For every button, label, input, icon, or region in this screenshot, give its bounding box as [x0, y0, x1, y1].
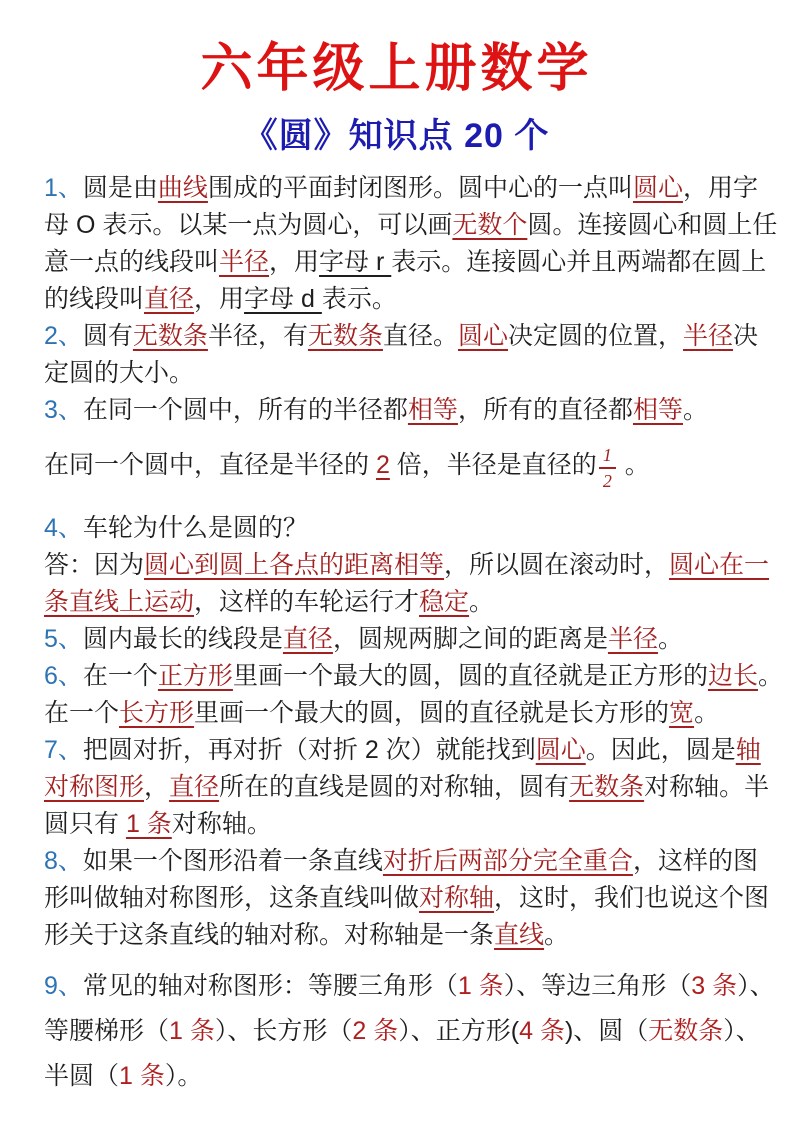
text-segment: 决定圆的位置， [508, 322, 684, 350]
text-segment: 相等 [632, 396, 683, 424]
line-13 [44, 658, 783, 695]
text-segment: 圆心 [535, 736, 586, 764]
text-segment: 字母 r [319, 248, 392, 276]
line-9 [44, 510, 765, 547]
text-segment: ，用字 [682, 174, 758, 202]
text-segment: 圆心 [632, 174, 683, 202]
text-segment: 宽 [669, 699, 695, 727]
text-segment: 1 条 [169, 1017, 215, 1045]
text-segment: ，用 [194, 285, 245, 313]
line-17 [44, 806, 765, 843]
text-segment: ）、等边三角形（ [503, 972, 692, 1000]
text-segment: 1 条 [119, 1062, 165, 1090]
text-segment: 里画一个最大的圆，圆的直径就是正方形的 [232, 662, 708, 690]
line-22 [44, 1009, 765, 1054]
text-segment: 。 [544, 921, 570, 949]
document-content [0, 156, 793, 1099]
text-segment: 条直线上运动 [44, 588, 195, 616]
text-segment: 圆。连接圆心和圆上任 [527, 211, 778, 239]
text-segment: 正方形 [157, 662, 233, 690]
text-segment: 在一个 [82, 662, 158, 690]
text-segment: 常见的轴对称图形：等腰三角形（ [82, 972, 458, 1000]
text-segment: 。 [694, 699, 720, 727]
text-segment: 边长 [707, 662, 758, 690]
item-number: 4、 [44, 514, 83, 542]
page-subtitle: 《圆》知识点 20 个 [243, 117, 550, 155]
text-segment: 半圆（ [44, 1062, 120, 1090]
text-segment: 表示。 [321, 285, 397, 313]
line-19 [44, 880, 770, 917]
fraction-one-half [599, 446, 616, 490]
line-8 [44, 446, 765, 490]
text-segment: 圆心在一 [669, 551, 770, 579]
text-segment: ）、 [737, 972, 775, 1000]
text-segment: ，圆规两脚之间的距离是 [332, 625, 608, 653]
text-segment: 相等 [407, 396, 458, 424]
page-title: 六年级上册数学 [200, 41, 593, 98]
text-segment: 1 条 [125, 810, 172, 838]
text-segment: 直径。 [382, 322, 458, 350]
text-segment: 2 条 [352, 1017, 399, 1045]
text-segment: ，这时，我们也说这个图 [494, 884, 770, 912]
text-segment: 倍，半径是直径的 [389, 451, 597, 479]
text-segment: )、圆（ [564, 1017, 649, 1045]
text-segment: 圆是由 [82, 174, 158, 202]
line-1 [44, 170, 765, 207]
text-segment: ，用 [269, 248, 320, 276]
text-segment: 所在的直线是圆的对称轴，圆有 [219, 773, 570, 801]
text-segment: 4 条 [519, 1017, 565, 1045]
text-segment: 直径 [169, 773, 220, 801]
text-segment: ）、正方形( [398, 1017, 520, 1045]
text-segment: 3 条 [691, 972, 738, 1000]
text-segment: 2 [375, 451, 390, 479]
text-segment: 半径 [607, 625, 658, 653]
text-segment: 半径 [683, 322, 734, 350]
text-segment: 圆心到圆上各点的距离相等 [144, 551, 445, 579]
text-segment: 曲线 [157, 174, 208, 202]
text-segment: 。 [682, 396, 708, 424]
line-7 [44, 392, 765, 429]
text-segment: 直径 [144, 285, 195, 313]
text-segment: 在同一个圆中，所有的半径都 [82, 396, 408, 424]
text-segment: 如果一个图形沿着一条直线 [82, 847, 383, 875]
text-segment: 1 条 [457, 972, 504, 1000]
text-segment: 。 [617, 451, 650, 479]
item-number: 8、 [44, 847, 83, 875]
item-number: 5、 [44, 625, 83, 653]
item-number: 9、 [44, 972, 83, 1000]
text-segment: 长方形 [119, 699, 195, 727]
text-segment: ，所有的直径都 [457, 396, 633, 424]
text-segment: 对折后两部分完全重合 [382, 847, 633, 875]
text-segment: 在一个 [44, 699, 120, 727]
text-segment: 把圆对折，再对折（对折 2 次）就能找到 [82, 736, 536, 764]
text-segment: 对称轴。半 [644, 773, 770, 801]
item-number: 2、 [44, 322, 83, 350]
text-segment: 圆有 [82, 322, 133, 350]
line-16 [44, 769, 770, 806]
line-4 [44, 281, 765, 318]
text-segment: 对称轴 [419, 884, 495, 912]
text-segment: 无数条 [569, 773, 645, 801]
text-segment: 。 [757, 662, 783, 690]
line-3 [44, 244, 765, 281]
text-segment: 。 [657, 625, 683, 653]
text-segment: 无数条 [648, 1017, 724, 1045]
line-10 [44, 547, 770, 584]
line-5 [44, 318, 765, 355]
text-segment: 圆内最长的线段是 [82, 625, 283, 653]
text-segment: 答：因为 [44, 551, 145, 579]
item-number: 1、 [44, 174, 83, 202]
text-segment: 对称轴。 [171, 810, 272, 838]
line-2 [44, 207, 778, 244]
text-segment: 表示。连接圆心并且两端都在圆上 [391, 248, 767, 276]
item-number: 6、 [44, 662, 83, 690]
text-segment: 车轮为什么是圆的？ [82, 514, 308, 542]
text-segment: 定圆的大小。 [44, 359, 195, 387]
fraction-numerator: 1 [599, 446, 616, 469]
text-segment: ）、长方形（ [214, 1017, 353, 1045]
line-21 [44, 964, 775, 1009]
item-number: 7、 [44, 736, 83, 764]
text-segment: ，这样的图 [632, 847, 758, 875]
text-segment: 围成的平面封闭图形。圆中心的一点叫 [207, 174, 633, 202]
text-segment: ， [144, 773, 170, 801]
text-segment: 对称图形 [44, 773, 145, 801]
text-segment: 等腰梯形（ [44, 1017, 170, 1045]
line-20 [44, 917, 765, 954]
text-segment: 的线段叫 [44, 285, 145, 313]
text-segment: ，这样的车轮运行才 [194, 588, 420, 616]
text-segment: 无数个 [452, 211, 528, 239]
text-segment: 轴 [735, 736, 761, 764]
text-segment: 字母 d [244, 285, 322, 313]
text-segment: 半径，有 [207, 322, 308, 350]
text-segment: ）、 [723, 1017, 761, 1045]
text-segment: 在同一个圆中，直径是半径的 [44, 451, 376, 479]
text-segment: 母 O 表示。以某一点为圆心，可以画 [44, 211, 453, 239]
text-segment: 半径 [219, 248, 270, 276]
line-14 [44, 695, 765, 732]
text-segment: 无数条 [307, 322, 383, 350]
item-number: 3、 [44, 396, 83, 424]
text-segment: 意一点的线段叫 [44, 248, 220, 276]
text-segment: 形叫做轴对称图形，这条直线叫做 [44, 884, 420, 912]
text-segment: 直线 [494, 921, 545, 949]
line-15 [44, 732, 765, 769]
text-segment: 直径 [282, 625, 333, 653]
text-segment: 。 [469, 588, 495, 616]
text-segment: 稳定 [419, 588, 470, 616]
text-segment: 决 [733, 322, 759, 350]
line-18 [44, 843, 765, 880]
text-segment: 无数条 [132, 322, 208, 350]
text-segment: ，所以圆在滚动时， [444, 551, 670, 579]
line-12 [44, 621, 765, 658]
line-11 [44, 584, 765, 621]
line-6 [44, 355, 765, 392]
text-segment: 圆心 [457, 322, 508, 350]
line-23 [44, 1054, 765, 1099]
fraction-denominator: 2 [602, 471, 612, 491]
text-segment: ）。 [164, 1062, 203, 1090]
text-segment: 形关于这条直线的轴对称。对称轴是一条 [44, 921, 495, 949]
text-segment: 圆只有 [44, 810, 126, 838]
text-segment: 。因此，圆是 [585, 736, 736, 764]
text-segment: 里画一个最大的圆，圆的直径就是长方形的 [194, 699, 670, 727]
